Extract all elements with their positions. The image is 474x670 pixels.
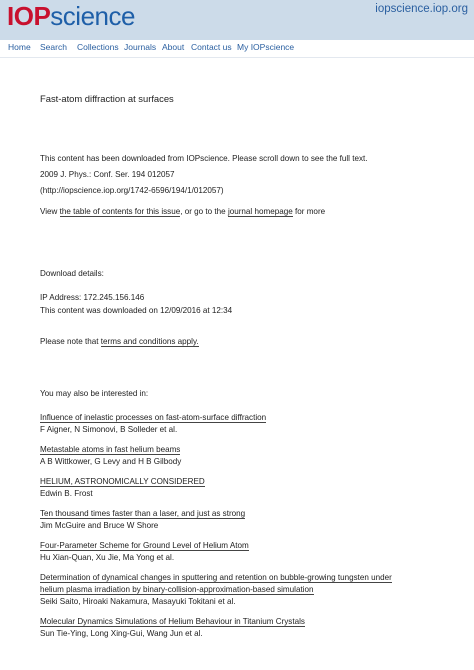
logo-iop: IOP bbox=[7, 1, 51, 31]
related-link[interactable]: Influence of inelastic processes on fast-atom-surface diffraction bbox=[40, 413, 267, 422]
related-item-3-authors: Edwin B. Frost bbox=[40, 489, 93, 498]
nav-contact-us[interactable]: Contact us bbox=[191, 42, 232, 52]
related-item-5-title[interactable] bbox=[40, 540, 249, 551]
related-item-4-title[interactable] bbox=[40, 508, 245, 519]
related-item-6-title-line1[interactable] bbox=[40, 572, 392, 583]
related-link[interactable]: helium plasma irradiation by binary-collision-approximation-based simulation bbox=[40, 585, 314, 594]
related-heading: You may also be interested in: bbox=[40, 389, 149, 398]
related-link[interactable]: Four-Parameter Scheme for Ground Level of Helium Atom bbox=[40, 541, 249, 550]
view-prefix: View bbox=[40, 207, 58, 216]
related-item-6-title-line2[interactable] bbox=[40, 584, 314, 595]
related-link[interactable]: Molecular Dynamics Simulations of Helium Behaviour in Titanium Crystals bbox=[40, 617, 305, 626]
nav-home[interactable]: Home bbox=[8, 42, 31, 52]
related-link[interactable]: HELIUM, ASTRONOMICALLY CONSIDERED bbox=[40, 477, 205, 486]
logo-science: science bbox=[50, 1, 135, 31]
nav-collections[interactable]: Collections bbox=[77, 42, 119, 52]
view-suffix: for more bbox=[295, 207, 326, 216]
related-item-4-authors: Jim McGuire and Bruce W Shore bbox=[40, 521, 159, 530]
site-header bbox=[0, 0, 474, 40]
nav-my-iopscience[interactable]: My IOPscience bbox=[237, 42, 295, 52]
article-title: Fast-atom diffraction at surfaces bbox=[40, 93, 174, 104]
terms-prefix: Please note that bbox=[40, 337, 99, 346]
related-item-2-title[interactable] bbox=[40, 444, 180, 455]
download-details-heading: Download details: bbox=[40, 269, 104, 278]
downloaded-on: This content was downloaded on 12/09/2016 at 12:34 bbox=[40, 306, 233, 315]
nav-about[interactable]: About bbox=[162, 42, 185, 52]
related-item-1-title[interactable] bbox=[40, 412, 266, 423]
nav-journals[interactable]: Journals bbox=[124, 42, 157, 52]
nav-bar bbox=[0, 40, 474, 58]
related-item-5-authors: Hu Xian-Quan, Xu Jie, Ma Yong et al. bbox=[40, 553, 175, 562]
download-notice: This content has been downloaded from IOPscience. Please scroll down to see the full text. bbox=[40, 154, 368, 163]
iopscience-logo[interactable] bbox=[7, 1, 135, 31]
view-line bbox=[40, 206, 325, 217]
nav-search[interactable]: Search bbox=[40, 42, 67, 52]
citation: 2009 J. Phys.: Conf. Ser. 194 012057 bbox=[40, 170, 175, 179]
related-link[interactable]: Metastable atoms in fast helium beams bbox=[40, 445, 181, 454]
related-link[interactable]: Determination of dynamical changes in sputtering and retention on bubble-growing tungsten under bbox=[40, 573, 392, 582]
terms-link[interactable]: terms and conditions apply. bbox=[100, 337, 199, 346]
ip-address: IP Address: 172.245.156.146 bbox=[40, 293, 145, 302]
view-middle: , or go to the bbox=[180, 207, 226, 216]
related-item-3-title[interactable] bbox=[40, 476, 205, 487]
site-url[interactable]: iopscience.iop.org bbox=[375, 3, 468, 15]
related-link[interactable]: Ten thousand times faster than a laser, and just as strong bbox=[40, 509, 246, 518]
related-item-1-authors: F Aigner, N Simonovi, B Solleder et al. bbox=[40, 425, 178, 434]
terms-line bbox=[40, 336, 199, 347]
doi-url: (http://iopscience.iop.org/1742-6596/194/1/012057) bbox=[40, 186, 224, 195]
related-item-7-title[interactable] bbox=[40, 616, 305, 627]
journal-homepage-link[interactable]: journal homepage bbox=[227, 207, 293, 216]
related-item-7-authors: Sun Tie-Ying, Long Xing-Gui, Wang Jun et al. bbox=[40, 629, 203, 638]
toc-link[interactable]: the table of contents for this issue bbox=[59, 207, 181, 216]
related-item-6-authors: Seiki Saito, Hiroaki Nakamura, Masayuki Tokitani et al. bbox=[40, 597, 236, 606]
related-item-2-authors: A B Wittkower, G Levy and H B Gilbody bbox=[40, 457, 182, 466]
